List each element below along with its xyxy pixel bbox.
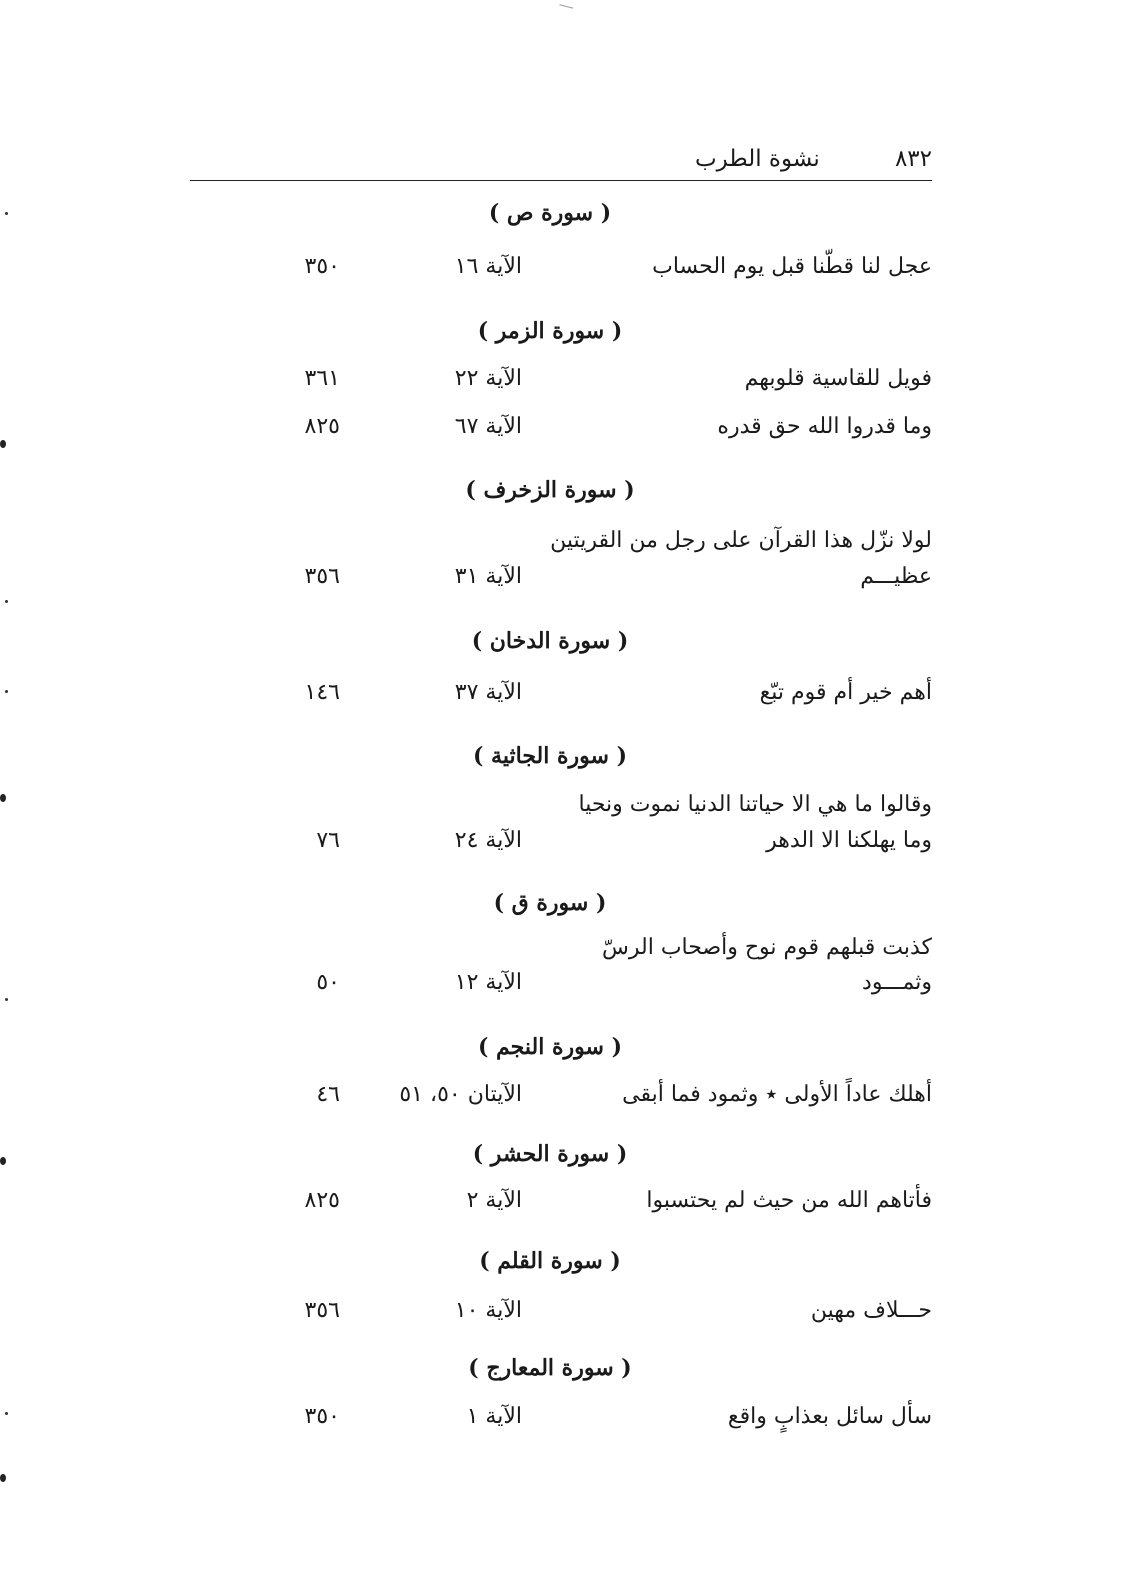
ayah-reference: الآية ٣٧ <box>454 680 522 705</box>
scan-dot <box>5 212 8 215</box>
verse-text: وما قدروا الله حق قدره <box>717 414 932 439</box>
verse-text: فويل للقاسية قلوبهم <box>744 366 932 391</box>
ayah-reference: الآية ٣١ <box>454 564 522 589</box>
ayah-reference: الآيتان ٥٠، ٥١ <box>399 1082 522 1107</box>
page-reference: ٨٢٥ <box>304 414 340 439</box>
ayah-reference: الآية ١٦ <box>454 254 522 279</box>
surah-heading: ( سورة ق ) <box>493 890 607 916</box>
surah-heading: ( سورة الحشر ) <box>472 1141 628 1167</box>
verse-text: وقالوا ما هي الا حياتنا الدنيا نموت ونحيا <box>578 792 932 817</box>
ayah-reference: الآية ٦٧ <box>454 414 522 439</box>
page-reference: ٣٥٦ <box>304 564 340 589</box>
page-reference: ٧٦ <box>316 828 340 853</box>
scan-artifact <box>559 0 574 9</box>
running-title: نشوة الطرب <box>695 146 820 172</box>
page-reference: ٤٦ <box>316 1082 340 1107</box>
page-reference: ٣٦١ <box>304 366 340 391</box>
verse-text: لولا نزّل هذا القرآن على رجل من القريتين <box>550 528 932 553</box>
verse-text: سأل سائل بعذابٍ واقع <box>727 1404 932 1429</box>
verse-text: عظيـــم <box>860 564 932 589</box>
surah-heading: ( سورة القلم ) <box>479 1248 621 1274</box>
scan-dot <box>5 600 8 603</box>
page-reference: ٣٥٦ <box>304 1298 340 1323</box>
verse-text: أهم خير أم قوم تبّع <box>759 680 932 705</box>
scan-dot <box>0 794 6 802</box>
scan-dot <box>0 440 6 448</box>
surah-heading: ( سورة الزخرف ) <box>465 477 635 503</box>
scan-dot <box>5 690 8 693</box>
ayah-reference: الآية ٢ <box>466 1188 522 1213</box>
page-reference: ٣٥٠ <box>304 1404 340 1429</box>
scan-dot <box>0 1157 6 1165</box>
page-number: ٨٣٢ <box>894 146 932 172</box>
scan-dot <box>5 1412 8 1415</box>
ayah-reference: الآية ٢٢ <box>454 366 522 391</box>
surah-heading: ( سورة ص ) <box>488 200 612 226</box>
running-header <box>190 140 932 181</box>
ayah-reference: الآية ١٠ <box>454 1298 522 1323</box>
surah-heading: ( سورة الجاثية ) <box>472 743 628 769</box>
surah-heading: ( سورة الدخان ) <box>471 628 629 654</box>
verse-text: فأتاهم الله من حيث لم يحتسبوا <box>646 1188 932 1213</box>
surah-heading: ( سورة الزمر ) <box>477 318 623 344</box>
verse-text: وما يهلكنا الا الدهر <box>766 828 932 853</box>
verse-text: وثمـــود <box>862 970 932 995</box>
page-reference: ٣٥٠ <box>304 254 340 279</box>
verse-text: حـــلاف مهين <box>810 1298 932 1323</box>
scan-dot <box>5 998 8 1001</box>
ayah-reference: الآية ١ <box>466 1404 522 1429</box>
scan-dot <box>0 1474 6 1482</box>
ayah-reference: الآية ٢٤ <box>454 828 522 853</box>
verse-text: كذبت قبلهم قوم نوح وأصحاب الرسّ <box>602 935 932 960</box>
ayah-reference: الآية ١٢ <box>454 970 522 995</box>
page-reference: ٨٢٥ <box>304 1188 340 1213</box>
page-reference: ١٤٦ <box>304 680 340 705</box>
surah-heading: ( سورة النجم ) <box>477 1034 623 1060</box>
surah-heading: ( سورة المعارج ) <box>468 1355 632 1381</box>
verse-text: أهلك عاداً الأولى ٭ وثمود فما أبقى <box>622 1082 932 1107</box>
verse-text: عجل لنا قطّنا قبل يوم الحساب <box>652 254 932 279</box>
page-reference: ٥٠ <box>316 970 340 995</box>
